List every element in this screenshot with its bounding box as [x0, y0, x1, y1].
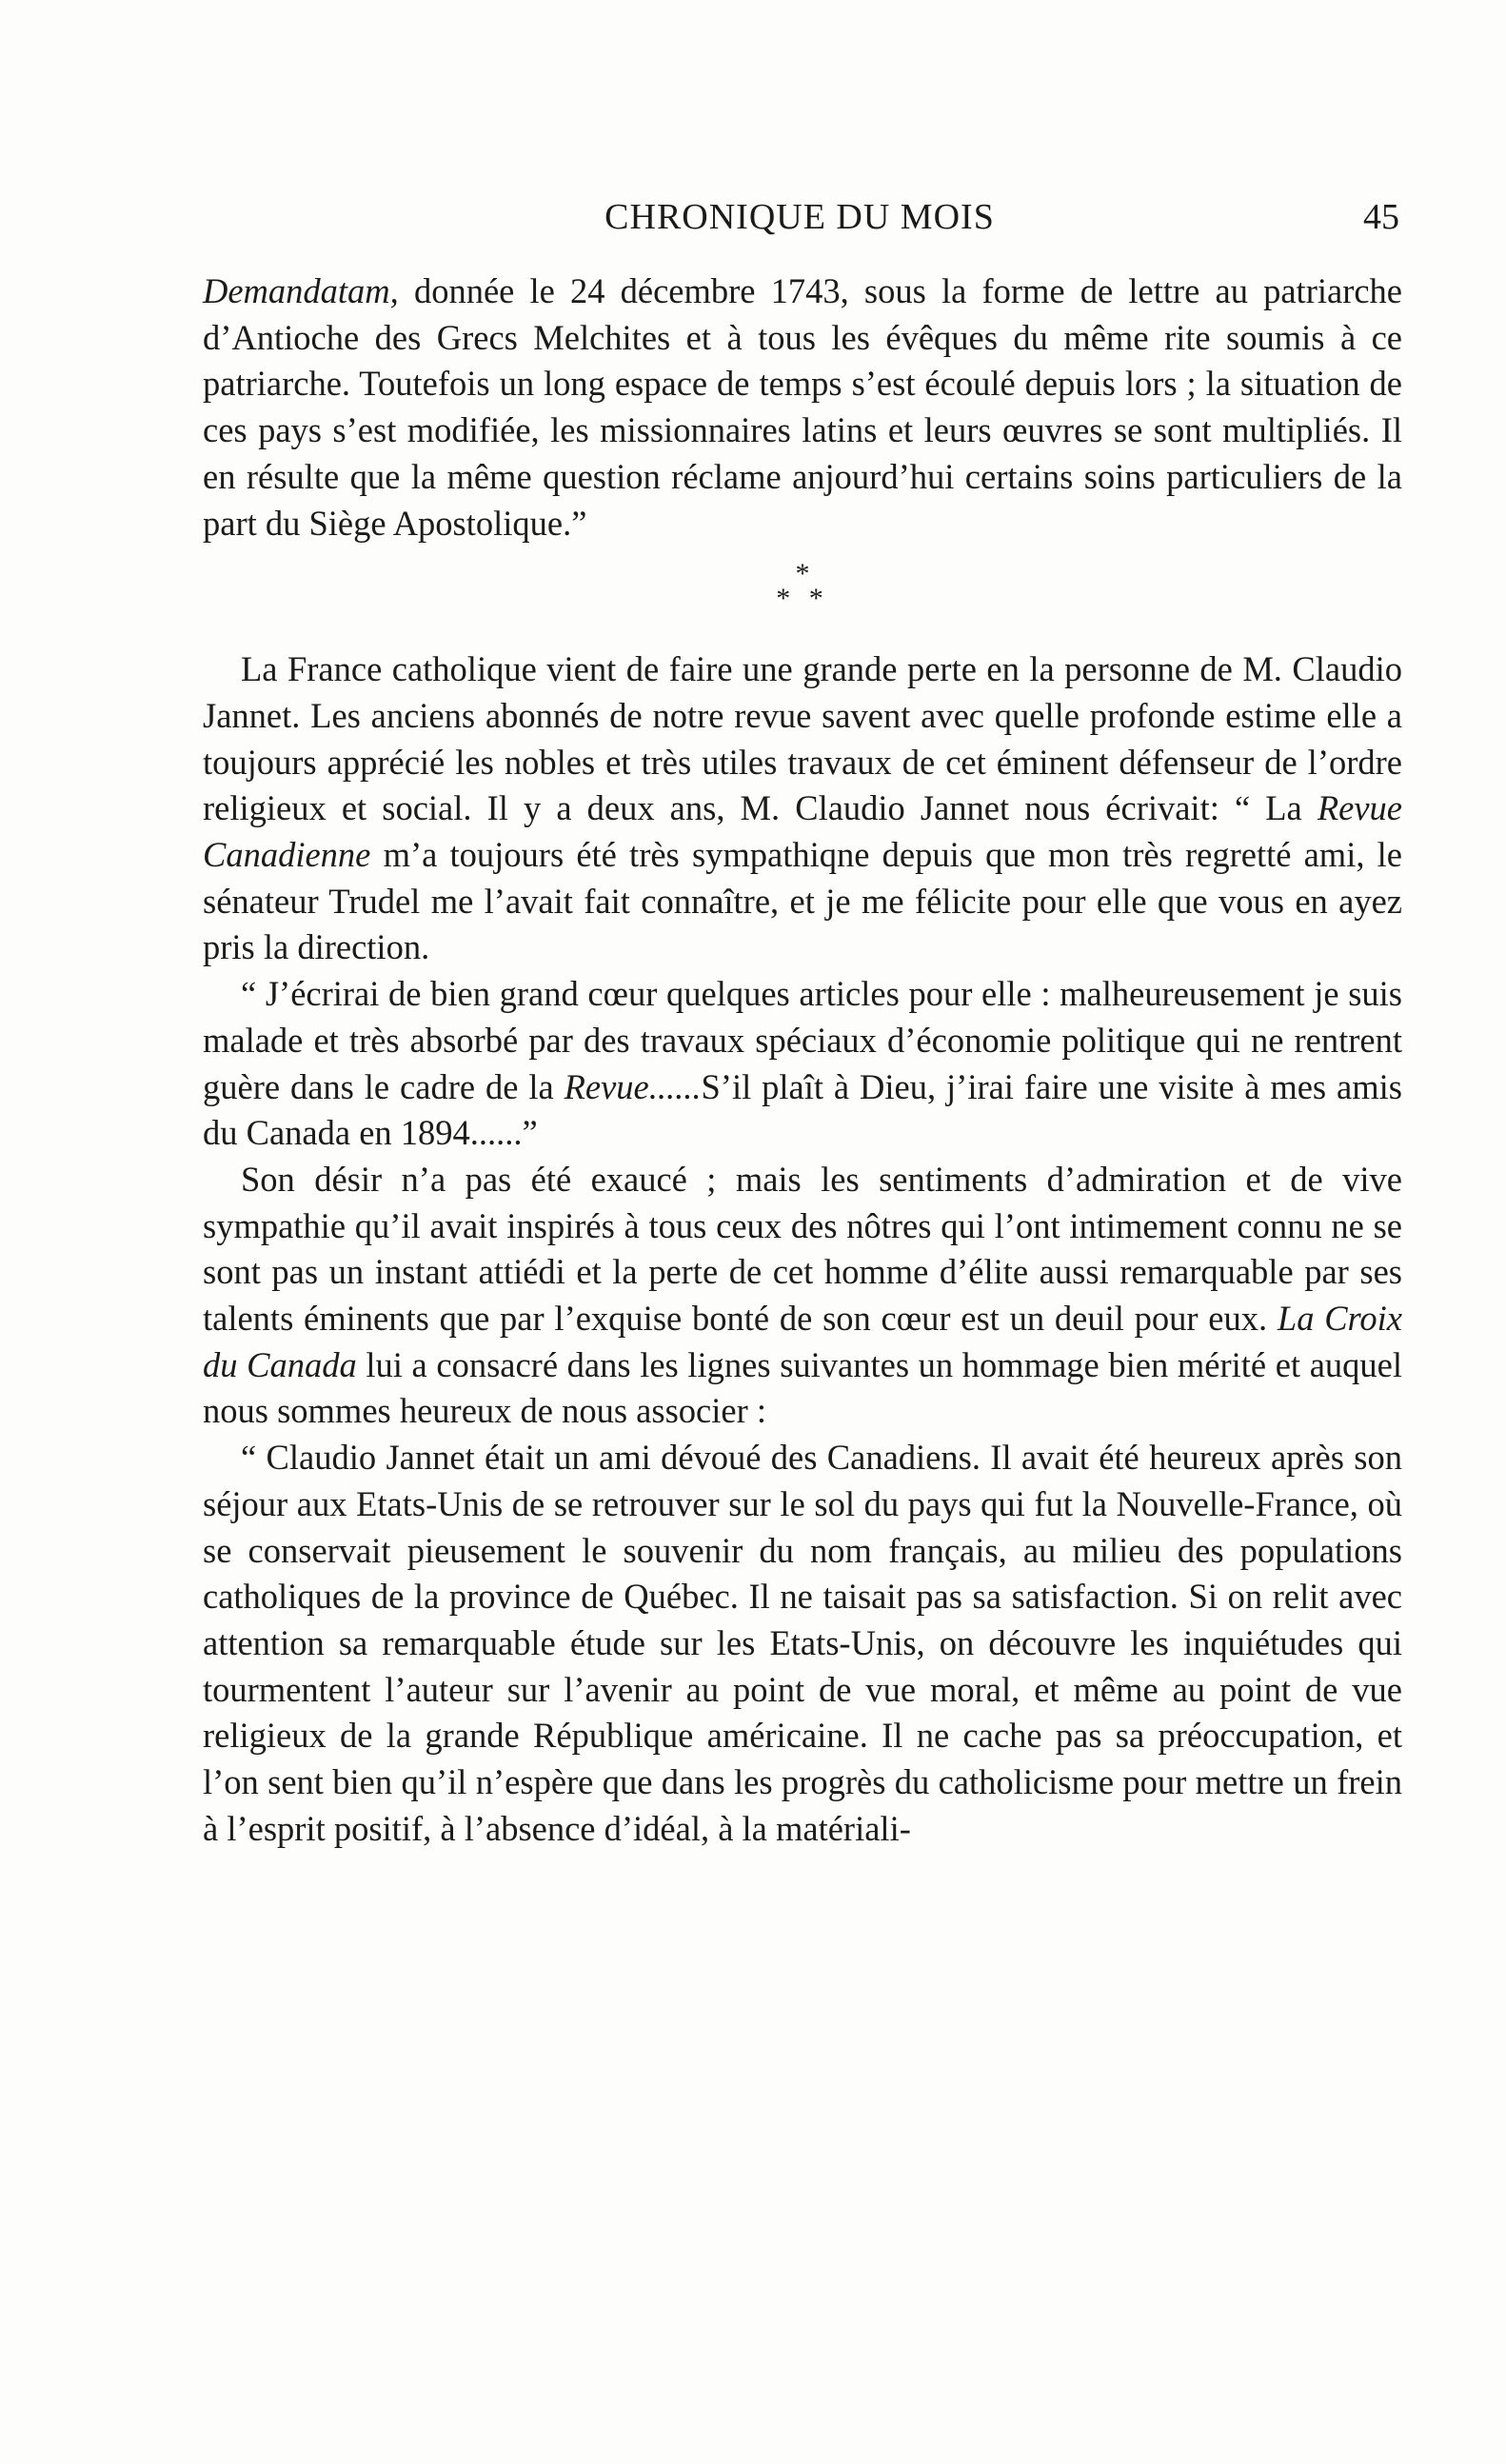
running-title: CHRONIQUE DU MOIS [604, 197, 995, 237]
asterism-top: * [795, 558, 810, 590]
paragraph-jannet-intro [203, 646, 1402, 971]
asterism [203, 558, 1402, 615]
section-separator [203, 546, 1402, 646]
paragraph-text: Son désir n’a pas été exaucé ; mais les sentiments d’admiration et de vive sympathie qu’il avait inspirés à tous ceux des nôtres qui l’ont intimement connu ne se sont pas un instant attiédi et la perte de cet homme d’élite aussi remarquable par ses talents éminents que par l’exquise bonté de son cœur est un deuil pour eux. [203, 1159, 1402, 1339]
paragraph-text: La France catholique vient de faire une grande perte en la personne de M. Claudio Jannet. Les anciens abonnés de notre revue savent avec quelle profonde estime elle a toujours apprécié les nobles et très utiles travaux de cet éminent défenseur de l’ordre religieux et social. Il y a deux ans, M. Claudio Jannet nous écrivait: “ La [203, 649, 1402, 828]
paragraph-croix-quote [203, 1435, 1402, 1852]
paragraph-text: “ Claudio Jannet était un ami dévoué des Canadiens. Il avait été heureux après son séjour aux Etats-Unis de se retrouver sur le sol du pays qui fut la Nouvelle-France, où se conservait pieusement le souvenir du nom français, au milieu des populations catholiques de la province de Québec. Il ne taisait pas sa satisfaction. Si on relit avec attention sa remarquable étude sur les Etats-Unis, on découvre les inquiétudes qui tourmentent l’auteur sur l’avenir au point de vue moral, et même au point de vue religieux de la grande République américaine. Il ne cache pas sa préoccupation, et l’on sent bien qu’il n’espère que dans les progrès du catholicisme pour mettre un frein à l’esprit positif, à l’absence d’idéal, à la matériali- [203, 1438, 1402, 1848]
italic-latin-title: Demandatam, [203, 271, 399, 310]
running-head [200, 190, 1399, 244]
italic-newspaper-title: La Croix du Canada [203, 1299, 1402, 1384]
paragraph-jannet-quote [203, 971, 1402, 1157]
paragraph-homage [203, 1157, 1402, 1435]
paragraph-encyclical-end [203, 268, 1402, 546]
asterism-bottom: * * [776, 583, 829, 615]
paragraph-text: S’il plaît à Dieu, j’irai faire une visite à mes amis du Canada en 1894......” [203, 1066, 1402, 1153]
italic-revue-word: Revue...... [564, 1066, 702, 1106]
paragraph-text: donnée le 24 décembre 1743, sous la forme de lettre au patriarche d’Antioche des Grecs Melchites et à tous les évêques du même rite soumis à ce patriarche. Toutefois un long espace de temps s’est écoulé depuis lors ; la situation de ces pays s’est modifiée, les missionnaires latins et leurs œuvres se sont multipliés. Il en résulte que la même question réclame anjourd’hui certains soins particuliers de la part du Siège Apostolique.” [203, 271, 1402, 543]
page-number: 45 [1363, 197, 1399, 237]
paragraph-text: “ J’écrirai de bien grand cœur quelques articles pour elle : malheureusement je suis malade et très absorbé par des travaux spéciaux d’économie politique qui ne rentrent guère dans le cadre de la [203, 974, 1402, 1106]
italic-revue-title: Revue Canadienne [203, 788, 1402, 875]
paragraph-text: lui a consacré dans les lignes suivantes un hommage bien mérité et auquel nous sommes heureux de nous associer : [203, 1344, 1402, 1431]
body-text [203, 268, 1402, 1853]
paragraph-text: m’a toujours été très sympathiqne depuis que mon très regretté ami, le sénateur Trudel me l’avait fait connaître, et je me félicite pour elle que vous en ayez pris la direction. [203, 835, 1402, 967]
